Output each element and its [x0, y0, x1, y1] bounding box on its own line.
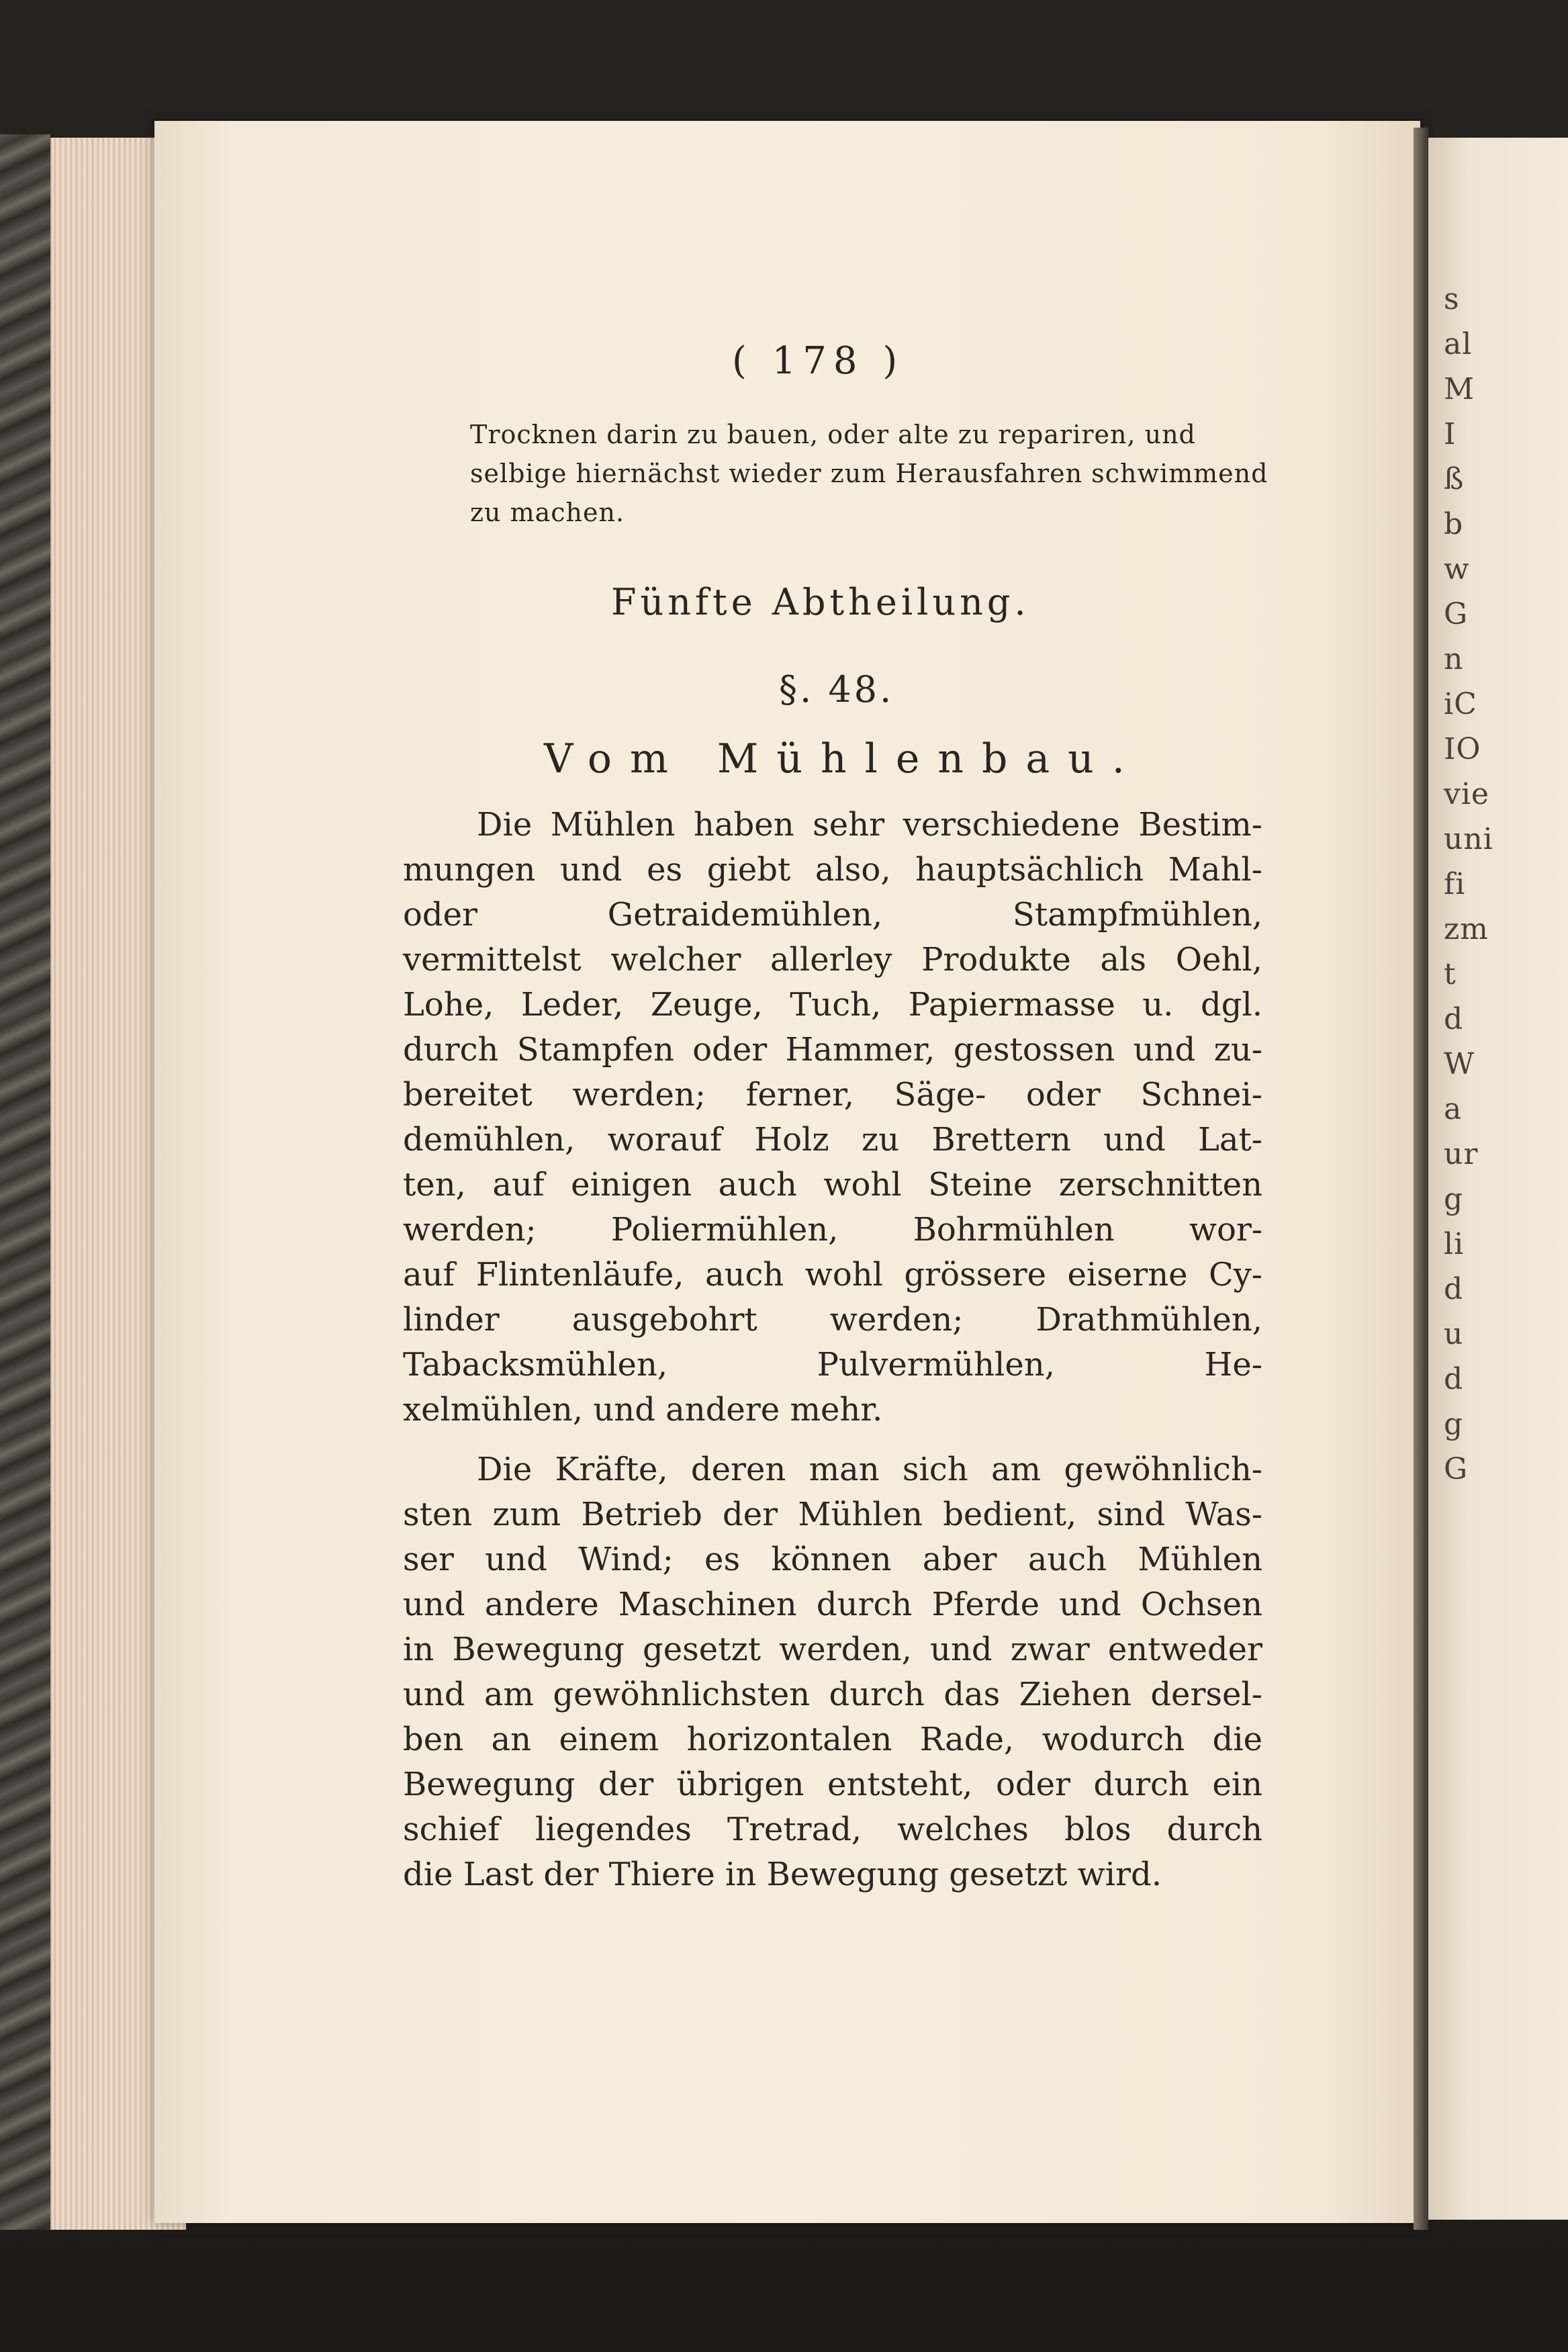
continuation-line-1: Trocknen darin zu bauen, oder alte zu repariren, und: [470, 420, 1196, 449]
facing-page-fragment: M: [1444, 372, 1475, 406]
text-line: bereitet werden; ferner, Säge- oder Schnei-: [403, 1076, 1262, 1114]
facing-page-fragment: iC: [1444, 687, 1477, 721]
facing-page-fragment: uni: [1444, 822, 1493, 856]
facing-page-fragment: d: [1444, 1362, 1464, 1396]
facing-page-fragment: s: [1444, 282, 1460, 316]
facing-page-fragment: al: [1444, 327, 1473, 361]
facing-page-fragment: t: [1444, 957, 1457, 991]
facing-page-fragment: I: [1444, 417, 1457, 451]
facing-page-fragment: vie: [1444, 777, 1489, 811]
chapter-title: Vom Mühlenbau.: [544, 735, 1143, 782]
facing-page-fragment: n: [1444, 642, 1464, 676]
text-line: und andere Maschinen durch Pferde und Ochsen: [403, 1586, 1262, 1623]
text-line: die Last der Thiere in Bewegung gesetzt wird.: [403, 1856, 1162, 1893]
text-line: und am gewöhnlichsten durch das Ziehen dersel-: [403, 1676, 1262, 1713]
facing-page-fragment: G: [1444, 1452, 1469, 1486]
text-line: demühlen, worauf Holz zu Brettern und Lat-: [403, 1121, 1262, 1159]
continuation-line-2: selbige hiernächst wieder zum Herausfahren schwimmend: [470, 459, 1269, 488]
text-line: ser und Wind; es können aber auch Mühlen: [403, 1541, 1262, 1578]
text-line: schief liegendes Tretrad, welches blos durch: [403, 1811, 1262, 1848]
facing-page-fragment: a: [1444, 1092, 1463, 1126]
marbled-cover: [0, 134, 53, 2230]
text-line: ben an einem horizontalen Rade, wodurch die: [403, 1721, 1262, 1758]
paragraph-number: §. 48.: [779, 668, 894, 711]
facing-page-text: [1428, 138, 1568, 2220]
text-line: vermittelst welcher allerley Produkte als Oehl,: [403, 941, 1262, 979]
facing-page-fragment: d: [1444, 1002, 1464, 1036]
page-number-header: ( 178 ): [732, 339, 905, 383]
text-line: Lohe, Leder, Zeuge, Tuch, Papiermasse u. dgl.: [403, 986, 1262, 1024]
text-line: oder Getraidemühlen, Stampfmühlen,: [403, 896, 1262, 934]
text-line: sten zum Betrieb der Mühlen bedient, sind Was-: [403, 1496, 1262, 1533]
book-gutter: [1414, 128, 1428, 2230]
facing-page-fragment: ß: [1444, 462, 1465, 496]
text-line: Bewegung der übrigen entsteht, oder durch ein: [403, 1766, 1262, 1803]
text-line: Tabacksmühlen, Pulvermühlen, He-: [403, 1346, 1262, 1384]
text-line: durch Stampfen oder Hammer, gestossen und zu-: [403, 1031, 1262, 1069]
text-line: werden; Poliermühlen, Bohrmühlen wor-: [403, 1211, 1262, 1249]
facing-page-fragment: g: [1444, 1182, 1464, 1216]
facing-page-fragment: ur: [1444, 1137, 1479, 1171]
paragraph-2: [403, 1447, 1262, 1897]
facing-page-fragment: b: [1444, 507, 1464, 541]
text-line: ten, auf einigen auch wohl Steine zerschnitten: [403, 1166, 1262, 1204]
facing-page-fragment: G: [1444, 597, 1469, 631]
facing-page-fragment: u: [1444, 1317, 1464, 1351]
facing-page-fragment: d: [1444, 1272, 1464, 1306]
facing-page-fragment: li: [1444, 1227, 1465, 1261]
text-line: Die Kräfte, deren man sich am gewöhnlich-: [477, 1451, 1262, 1488]
facing-page-fragment: IO: [1444, 732, 1481, 766]
text-line: xelmühlen, und andere mehr.: [403, 1391, 883, 1429]
continuation-line-3: zu machen.: [470, 498, 625, 527]
text-line: in Bewegung gesetzt werden, und zwar entweder: [403, 1631, 1262, 1668]
text-line: auf Flintenläufe, auch wohl grössere eiserne Cy-: [403, 1256, 1262, 1294]
facing-page-fragment: zm: [1444, 912, 1489, 946]
text-line: mungen und es giebt also, hauptsächlich Mahl-: [403, 851, 1262, 889]
section-title: Fünfte Abtheilung.: [611, 581, 1030, 623]
text-line: Die Mühlen haben sehr verschiedene Bestim-: [477, 806, 1262, 844]
facing-page-fragment: w: [1444, 552, 1470, 586]
facing-page-fragment: W: [1444, 1047, 1475, 1081]
facing-page-fragment: g: [1444, 1407, 1464, 1441]
text-line: linder ausgebohrt werden; Drathmühlen,: [403, 1301, 1262, 1339]
paragraph-1: [403, 803, 1262, 1433]
facing-page-fragment: fi: [1444, 867, 1466, 901]
